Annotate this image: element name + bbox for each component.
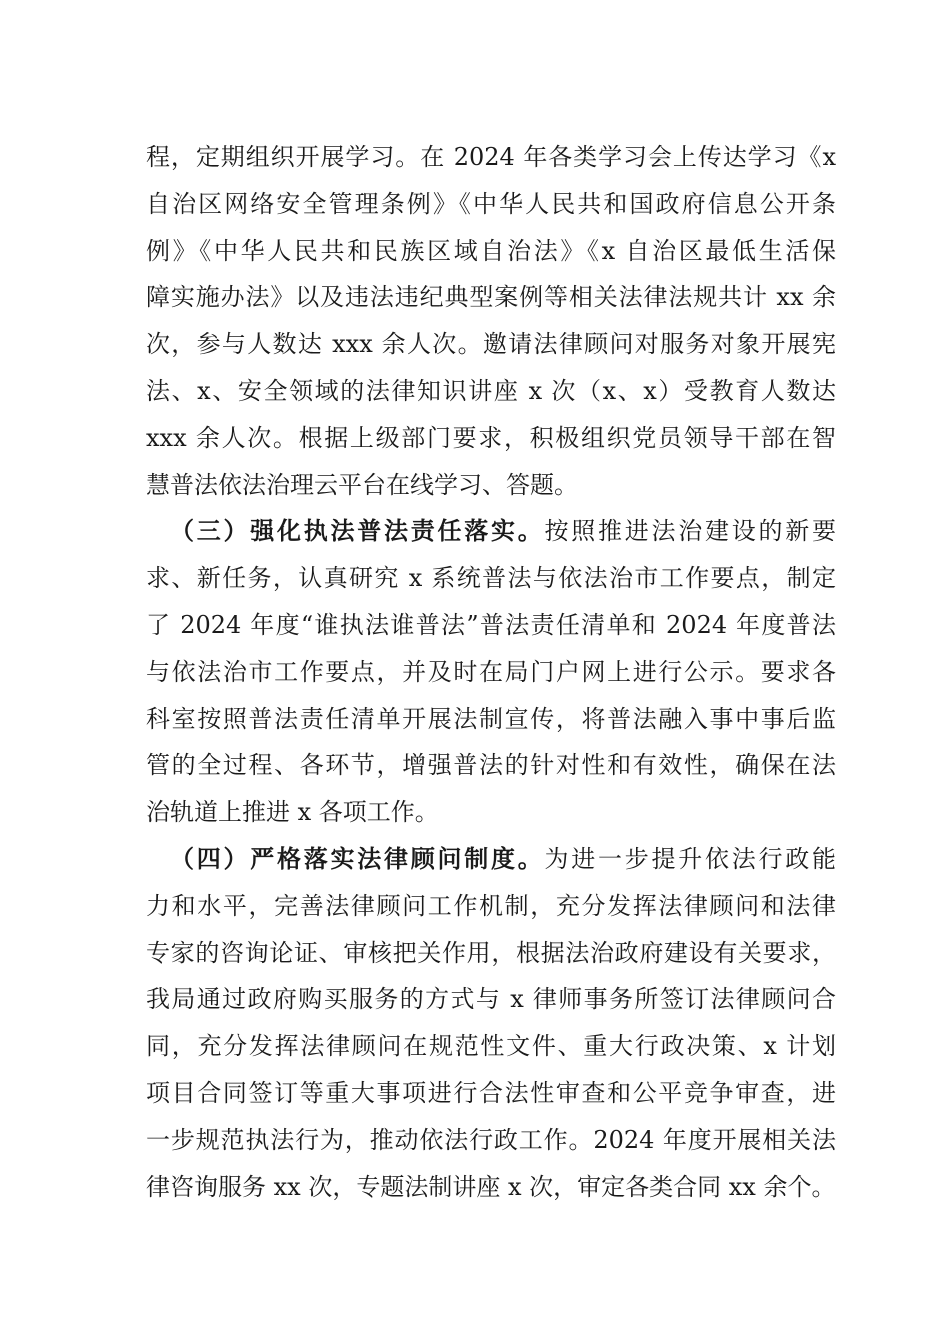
paragraph-line: 同，充分发挥法律顾问在规范性文件、重大行政决策、x 计划 (146, 1032, 836, 1061)
paragraph-line: 科室按照普法责任清单开展法制宣传，将普法融入事中事后监 (146, 704, 836, 733)
paragraph-line: 一步规范执法行为，推动依法行政工作。2024 年度开展相关法 (146, 1125, 836, 1154)
paragraph-line: 律咨询服务 xx 次，专题法制讲座 x 次，审定各类合同 xx 余个。 (146, 1172, 836, 1201)
paragraph-line: 与依法治市工作要点，并及时在局门户网上进行公示。要求各 (146, 657, 836, 686)
paragraph-line: xxx 余人次。根据上级部门要求，积极组织党员领导干部在智 (146, 423, 836, 452)
paragraph-line: 管的全过程、各环节，增强普法的针对性和有效性，确保在法 (146, 751, 836, 780)
paragraph-line: 慧普法依法治理云平台在线学习、答题。 (146, 470, 578, 499)
paragraph-line: 专家的咨询论证、审核把关作用，根据法治政府建设有关要求， (146, 938, 836, 967)
paragraph-line: 了 2024 年度“谁执法谁普法”普法责任清单和 2024 年度普法 (146, 611, 836, 639)
paragraph-line: 求、新任务，认真研究 x 系统普法与依法治市工作要点，制定 (146, 564, 836, 593)
paragraph-line: 次，参与人数达 xxx 余人次。邀请法律顾问对服务对象开展宪 (146, 330, 836, 359)
paragraph-line: 治轨道上推进 x 各项工作。 (146, 798, 439, 827)
paragraph-line: 项目合同签订等重大事项进行合法性审查和公平竞争审查，进 (146, 1079, 836, 1107)
paragraph-line: 力和水平，完善法律顾问工作机制，充分发挥法律顾问和法律 (146, 891, 836, 920)
section-4-heading: （四）严格落实法律顾问制度。 (170, 844, 545, 873)
section-3-first-line-text: 按照推进法治建设的新要 (544, 517, 836, 546)
paragraph-line: 障实施办法》以及违法违纪典型案例等相关法律法规共计 xx 余 (146, 283, 836, 312)
section-4-first-line (170, 839, 836, 879)
section-4-first-line-text: 为进一步提升依法行政能 (544, 845, 836, 873)
section-3-first-line (170, 511, 836, 551)
paragraph-line: 法、x、安全领域的法律知识讲座 x 次（x、x）受教育人数达 (146, 377, 836, 405)
paragraph-line: 例》《中华人民共和民族区域自治法》《x 自治区最低生活保 (146, 236, 836, 265)
paragraph-line: 自治区网络安全管理条例》《中华人民共和国政府信息公开条 (146, 189, 836, 218)
paragraph-line: 我局通过政府购买服务的方式与 x 律师事务所签订法律顾问合 (146, 985, 836, 1014)
paragraph-line: 程，定期组织开展学习。在 2024 年各类学习会上传达学习《x (146, 143, 836, 171)
section-3-heading: （三）强化执法普法责任落实。 (170, 516, 545, 546)
